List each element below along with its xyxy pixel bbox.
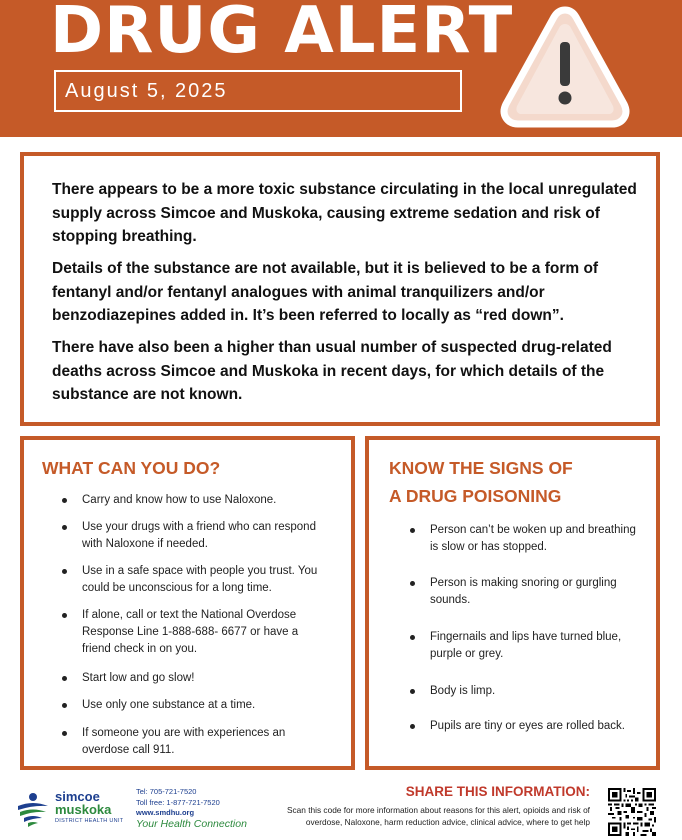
signs-heading-line-2: A DRUG POISONING <box>389 486 562 506</box>
logo-subtitle: DISTRICT HEALTH UNIT <box>55 818 124 824</box>
list-item: Person is making snoring or gurgling sounds. <box>430 575 640 609</box>
signs-heading-line-1: KNOW THE SIGNS OF <box>389 458 573 478</box>
what-can-you-do-heading: WHAT CAN YOU DO? <box>42 458 221 478</box>
intro-paragraph-2: Details of the substance are not available, but it is believed to be a form of fentanyl and/or fentanyl analogues with animal tranquilizers and/or benzodiazepines added in. It’s been referred to locally as “red down”. <box>52 260 599 324</box>
list-item: If someone you are with experiences an overdose call 911. <box>82 725 318 759</box>
toll-free-number: Toll free: 1-877-721-7520 <box>136 797 220 807</box>
list-item: Use in a safe space with people you trust. You could be unconscious for a long time. <box>82 563 338 597</box>
list-item: Use only one substance at a time. <box>82 697 342 714</box>
list-item: Body is limp. <box>430 683 640 700</box>
website-link[interactable]: www.smdhu.org <box>136 808 195 817</box>
footer <box>0 778 682 840</box>
tagline: Your Health Connection <box>136 817 247 830</box>
alert-header <box>0 0 682 137</box>
list-item: If alone, call or text the National Overdose Response Line 1-888-688- 6677 or have a friend check in on you. <box>82 607 328 658</box>
intro-paragraph-3: There have also been a higher than usual number of suspected drug-related deaths across Simcoe and Muskoka in recent days, for which details of the substance are not known. <box>52 339 612 403</box>
share-description: Scan this code for more information about reasons for this alert, opioids and risk of overdose, Naloxone, harm reduction advice, clinical advice, where to get help <box>287 805 590 827</box>
list-item: Start low and go slow! <box>82 670 342 687</box>
what-can-you-do-box <box>20 436 355 770</box>
page-title: DRUG ALERT <box>50 0 514 68</box>
qr-code-icon[interactable] <box>608 788 656 836</box>
logo-name-simcoe: simcoe <box>55 789 100 804</box>
intro-paragraph-1: There appears to be a more toxic substance circulating in the local unregulated supply across Simcoe and Muskoka, causing extreme sedation and risk of stopping breathing. <box>52 181 637 245</box>
list-item: Person can’t be woken up and breathing is slow or has stopped. <box>430 522 640 556</box>
intro-box <box>20 152 660 426</box>
contact-info <box>136 787 247 829</box>
list-item: Fingernails and lips have turned blue, purple or grey. <box>430 629 644 663</box>
list-item: Pupils are tiny or eyes are rolled back. <box>430 718 644 735</box>
date-box <box>54 70 462 112</box>
logo-name-muskoka: muskoka <box>55 802 112 817</box>
warning-triangle-icon <box>500 4 630 128</box>
health-unit-logo-icon <box>16 792 50 828</box>
list-item: Carry and know how to use Naloxone. <box>82 492 342 509</box>
know-the-signs-box <box>365 436 660 770</box>
alert-date: August 5, 2025 <box>65 80 228 102</box>
share-title: SHARE THIS INFORMATION: <box>405 784 590 799</box>
list-item: Use your drugs with a friend who can respond with Naloxone if needed. <box>82 519 338 553</box>
phone-number: Tel: 705-721-7520 <box>136 787 197 796</box>
